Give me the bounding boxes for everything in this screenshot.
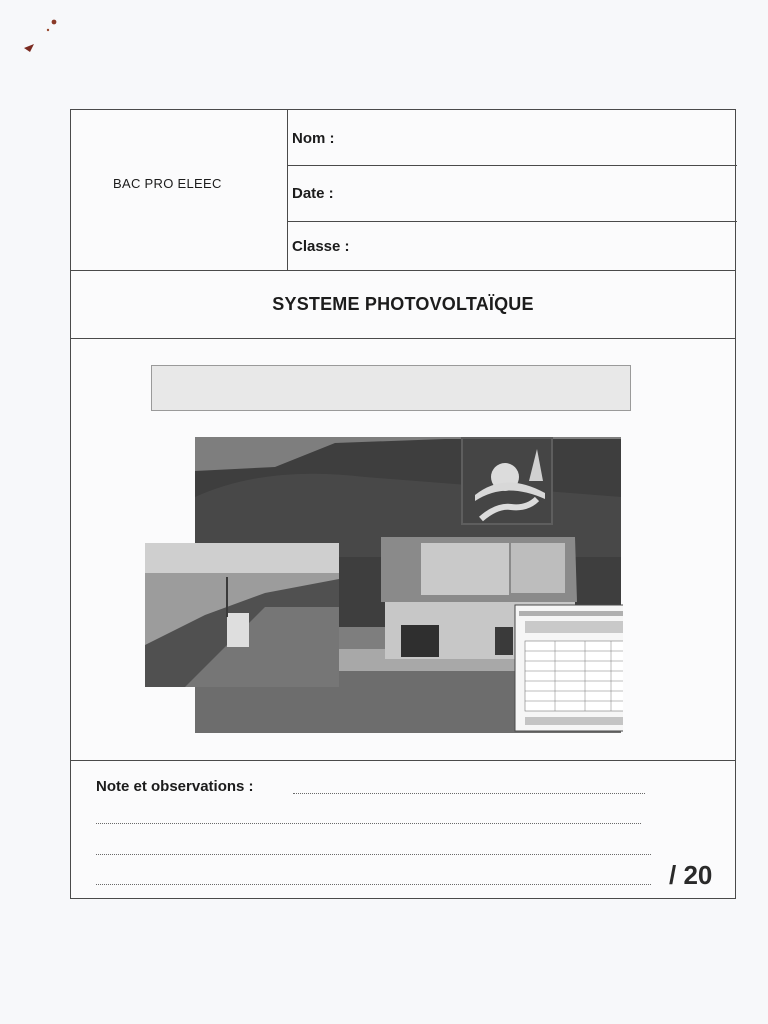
notes-line-4[interactable] xyxy=(96,884,651,885)
illustration-area xyxy=(71,338,735,761)
school-label: BAC PRO ELEEC xyxy=(113,176,222,191)
data-table-inset xyxy=(515,605,623,731)
notes-section xyxy=(71,760,735,900)
notes-label: Note et observations : xyxy=(96,778,254,795)
class-field[interactable] xyxy=(287,222,737,270)
worksheet-cover xyxy=(70,109,736,899)
name-label: Nom : xyxy=(292,130,335,147)
title-band xyxy=(71,270,735,339)
turbine-photo-inset xyxy=(145,543,339,687)
notes-line-2[interactable] xyxy=(96,823,641,824)
sun-logo-inset xyxy=(461,437,553,525)
blank-label-strip xyxy=(151,365,631,411)
date-label: Date : xyxy=(292,185,334,202)
ink-stain xyxy=(18,8,78,58)
document-title: SYSTEME PHOTOVOLTAÏQUE xyxy=(272,294,534,314)
photovoltaic-collage xyxy=(145,437,623,733)
score-total: / 20 xyxy=(669,860,713,890)
date-field[interactable] xyxy=(287,166,737,222)
class-label: Classe : xyxy=(292,238,350,255)
notes-line-1[interactable] xyxy=(293,793,645,794)
header-grid xyxy=(71,110,735,271)
notes-line-3[interactable] xyxy=(96,854,651,855)
name-field[interactable] xyxy=(287,110,737,166)
school-cell xyxy=(71,110,288,270)
